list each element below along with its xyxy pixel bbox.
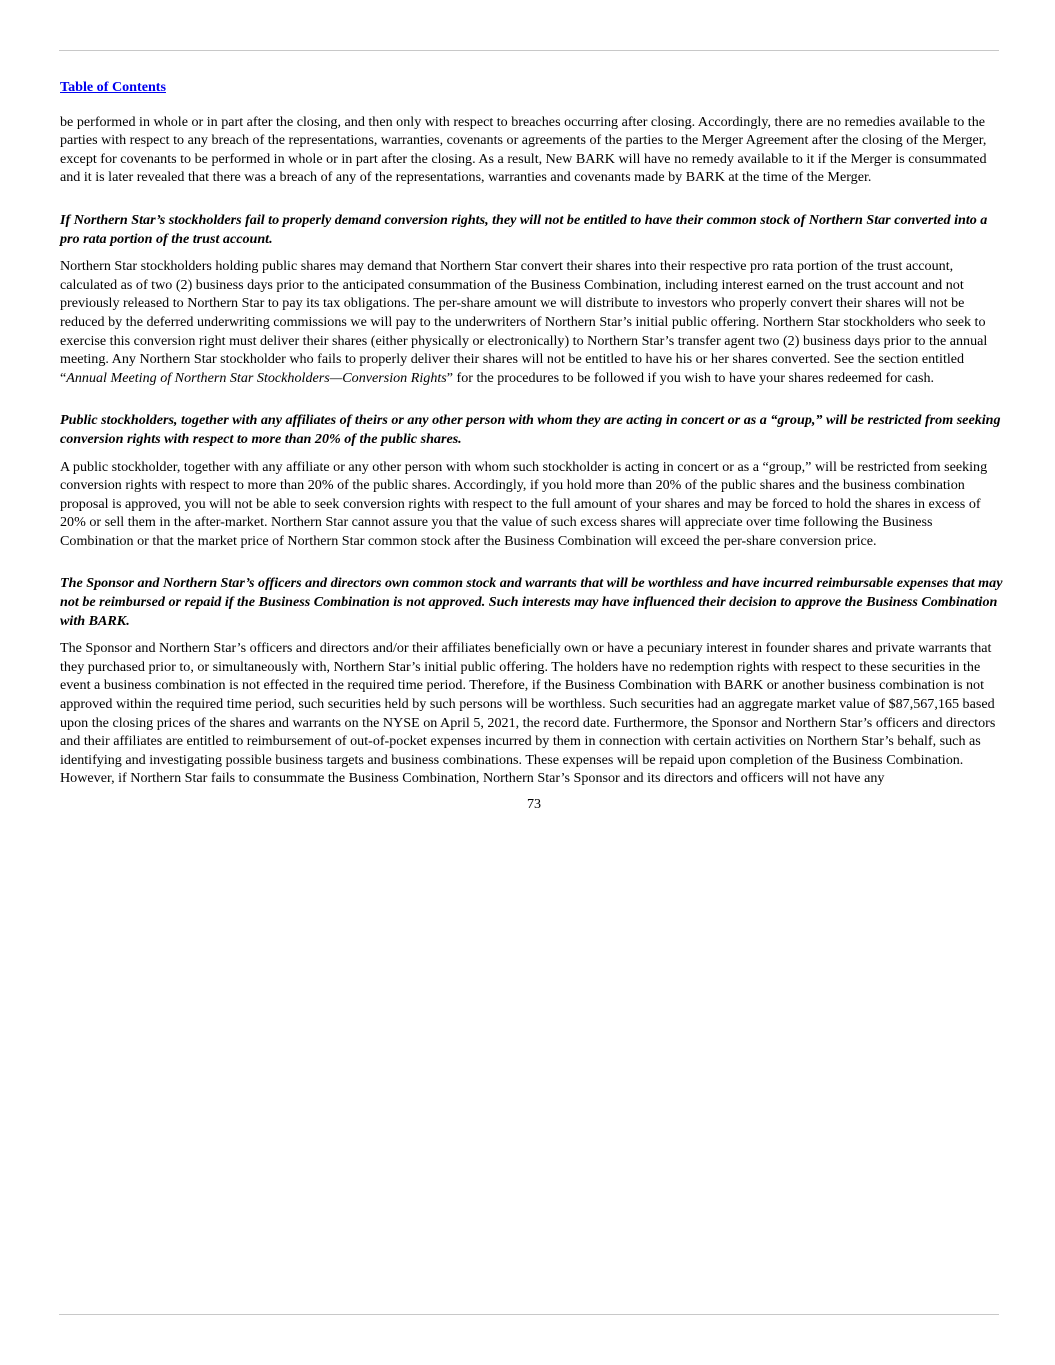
document-body <box>60 78 1008 814</box>
paragraph-conversion-rights-text: Northern Star stockholders holding public shares may demand that Northern Star convert their shares into their respective pro rata portion of the trust account, calculated as of two (2) business days prior to the anticipated consummation of the Business Combination, including interest earned on the trust account and not previously released to Northern Star to pay its tax obligations. The per-share amount we will distribute to investors who properly convert their shares will not be reduced by the deferred underwriting commissions we will pay to the underwriters of Northern Star’s initial public offering. Northern Star stockholders who seek to exercise this conversion right must deliver their shares (either physically or electronically) to Northern Star’s transfer agent two (2) business days prior to the annual meeting. Any Northern Star stockholder who fails to properly deliver their shares will not be entitled to have his or her shares converted. See the section entitled “ <box>60 258 988 386</box>
paragraph-twenty-percent-limit: A public stockholder, together with any affiliate or any other person with whom such stockholder is acting in concert or as a “group,” will be restricted from seeking conversion rights with respect to more than 20% of the public shares. Accordingly, if you hold more than 20% of the public shares and the business combination proposal is approved, you will not be able to seek conversion rights with respect to the full amount of your shares and may be forced to hold the shares in excess of 20% or sell them in the after-market. Northern Star cannot assure you that the value of such excess shares will appreciate over time following the Business Combination or that the market price of Northern Star common stock after the Business Combination will exceed the per-share conversion price. <box>60 458 988 549</box>
bottom-divider <box>59 1314 999 1315</box>
paragraph-conversion-rights <box>60 257 1008 387</box>
paragraph-sponsor-interests: The Sponsor and Northern Star’s officers and directors and/or their affiliates beneficially own or have a pecuniary interest in founder shares and private warrants that they purchased prior to, or simultaneously with, Northern Star’s initial public offering. The holders have no redemption rights with respect to these securities in the event a business combination is not effected in the required time period. Therefore, if the Business Combination with BARK or another business combination is not approved within the required time period, such securities held by such persons will be worthless. Such securities had an aggregate market value of $87,567,165 based upon the closing prices of the shares and warrants on the NYSE on April 5, 2021, the record date. Furthermore, the Sponsor and Northern Star’s officers and directors and their affiliates are entitled to reimbursement of out-of-pocket expenses incurred by them in connection with certain activities on Northern Star’s behalf, such as identifying and investigating possible business targets and business combinations. These expenses will be repaid upon completion of the Business Combination. However, if Northern Star fails to consummate the Business Combination, Northern Star’s Sponsor and its directors and officers will not have any <box>60 640 996 787</box>
table-of-contents-link[interactable]: Table of Contents <box>60 79 166 95</box>
section-reference: Annual Meeting of Northern Star Stockholders—Conversion Rights <box>66 369 447 386</box>
heading-twenty-percent-limit: Public stockholders, together with any affiliates of theirs or any other person with whom they are acting in concert or as a “group,” will be restricted from seeking conversion rights with respect to more than 20% of the public shares. <box>60 412 1001 447</box>
paragraph-merger-remedies: be performed in whole or in part after the closing, and then only with respect to breaches occurring after closing. Accordingly, there are no remedies available to the parties with respect to any breach of the representations, warranties, covenants or agreements of the parties to the Merger Agreement after the closing of the Merger, except for covenants to be performed in whole or in part after the closing. As a result, New BARK will have no remedy available to it if the Merger is consummated and it is later revealed that there was a breach of any of the representations, warranties and covenants made by BARK at the time of the Merger. <box>60 113 987 186</box>
paragraph-conversion-rights-tail: ” for the procedures to be followed if you wish to have your shares redeemed for cash. <box>446 369 935 386</box>
page-number: 73 <box>526 796 542 812</box>
heading-sponsor-interests: The Sponsor and Northern Star’s officers and directors own common stock and warrants that will be worthless and have incurred reimbursable expenses that may not be reimbursed or repaid if the Business Combination is not approved. Such interests may have influenced their decision to approve the Business Combination with BARK. <box>60 575 1003 629</box>
top-divider <box>59 50 999 51</box>
heading-conversion-rights: If Northern Star’s stockholders fail to properly demand conversion rights, they will not be entitled to have their common stock of Northern Star converted into a pro rata portion of the trust account. <box>60 211 988 247</box>
